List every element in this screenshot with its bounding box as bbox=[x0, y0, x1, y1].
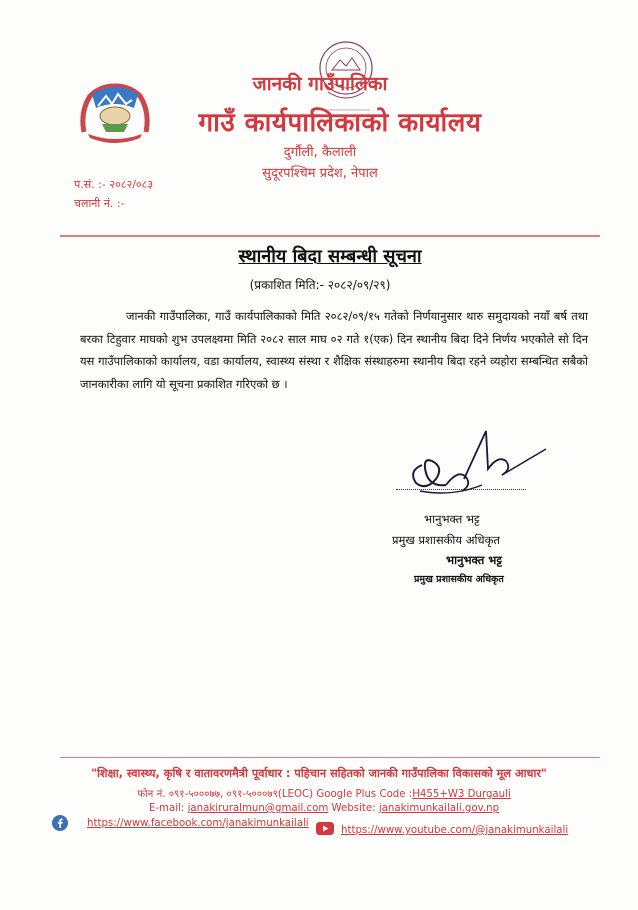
youtube-link[interactable]: https://www.youtube.com/@janakimunkailali bbox=[341, 825, 569, 836]
notice-body: जानकी गाउँपालिका, गाउँ कार्यपालिकाको मिति २०८२/०९/१५ गतेको निर्णयानुसार थारु समुदायको नयाँ बर्ष तथा बरका टिहुवार माघको शुभ उपलक्ष्यमा मिति २०८२ साल माघ ०२ गते १(एक) दिन स्थानीय बिदा दिने निर्णय भएकोले सो दिन यस गाउँपालिकाको कार्यालय, वडा कार्यालय, स्वास्थ्य संस्था र शैक्षिक संस्थाहरुमा स्थानीय बिदा रहने व्यहोरा सम्बन्धित सबैको जानकारीका लागि यो सूचना प्रकाशित गरिएको छ । bbox=[80, 309, 588, 391]
plus-code: H455+W3 Durgauli bbox=[412, 789, 511, 800]
dispatch-number: चलानी नं. :- bbox=[74, 197, 125, 210]
notice-title: स्थानीय बिदा सम्बन्धी सूचना bbox=[238, 246, 422, 267]
website-link[interactable]: janakimunkailali.gov.np bbox=[378, 803, 500, 814]
stamp-designation: प्रमुख प्रशासकीय अधिकृत bbox=[414, 574, 504, 585]
reference-number: प.सं. :- २०८२/०८३ bbox=[74, 178, 154, 191]
signer-name: भानुभक्त भट्ट bbox=[424, 512, 480, 526]
office-title: गाउँ कार्यपालिकाको कार्यालय bbox=[198, 108, 482, 138]
phone-line bbox=[50, 786, 598, 800]
youtube-icon bbox=[316, 822, 334, 835]
footer-divider bbox=[60, 757, 600, 758]
signature-icon bbox=[402, 425, 552, 507]
stamp-name: भानुभक्त भट्ट bbox=[446, 553, 502, 567]
facebook-link[interactable]: https://www.facebook.com/janakimunkailali bbox=[87, 818, 309, 829]
signer-designation: प्रमुख प्रशासकीय अधिकृत bbox=[392, 533, 500, 547]
nepal-emblem-icon bbox=[78, 82, 152, 144]
province-address: सुदूरपश्चिम प्रदेश, नेपाल bbox=[262, 166, 378, 181]
published-date: (प्रकाशित मिति:- २०८२/०९/२९) bbox=[249, 278, 391, 292]
website-label: Website: bbox=[328, 803, 379, 814]
phone-text: फोन नं. ०९१-५०००७७, ०९१-५०००७९(LEOC) Google Plus Code : bbox=[137, 789, 413, 800]
district-address: दुर्गौली, कैलाली bbox=[283, 145, 357, 160]
signature-line bbox=[396, 489, 526, 490]
facebook-icon bbox=[52, 815, 68, 831]
email-link[interactable]: janakiruralmun@gmail.com bbox=[187, 803, 329, 814]
email-label: E-mail: bbox=[148, 803, 188, 814]
email-website-line bbox=[50, 803, 598, 814]
footer-slogan: "शिक्षा, स्वास्थ्य, कृषि र वातावरणमैत्री पूर्वाधार : पहिचान सहितको जानकी गाउँपालिका विकासको मूल आधार" bbox=[91, 767, 547, 780]
municipality-name: जानकी गाउँपालिका bbox=[252, 73, 388, 95]
header-divider bbox=[60, 235, 600, 237]
